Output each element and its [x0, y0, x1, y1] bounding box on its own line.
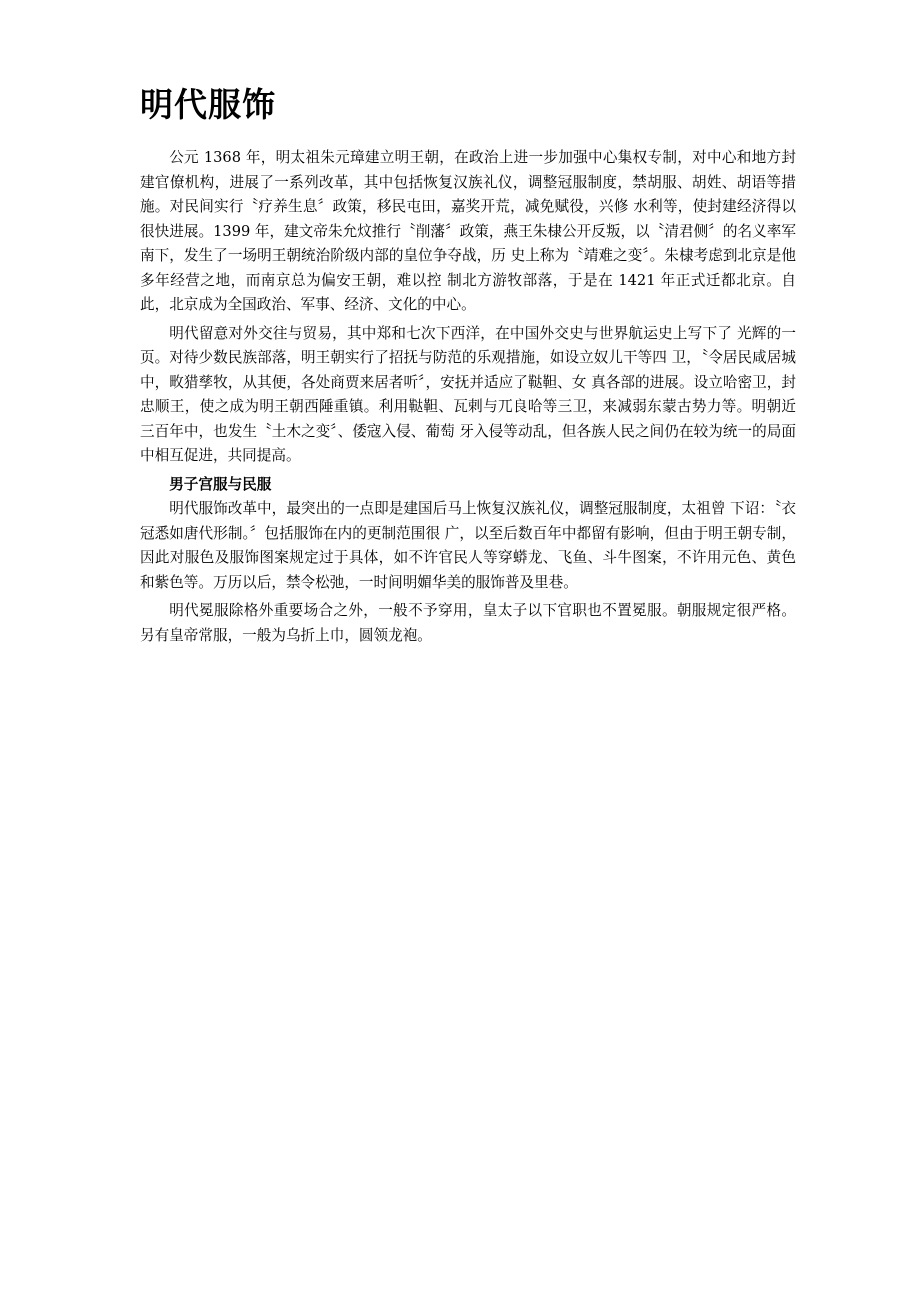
paragraph-court-dress: 明代冕服除格外重要场合之外，一般不予穿用，皇太子以下官职也不置冕服。朝服规定很严格。另有皇帝常服，一般为乌折上巾，圆领龙袍。	[140, 602, 796, 644]
paragraph-dress-reform: 明代服饰改革中，最突出的一点即是建国后马上恢复汉族礼仪，调整冠服制度，太祖曾 下诏：〝衣冠悉如唐代形制。〞包括服饰在内的更制范围很 广，以至后数百年中都留有影响，但由于明王朝专制，因此对服色及服饰图案规定过于具体，如不许官民人等穿蟒龙、飞鱼、斗牛图案，不许用元色、黄色和紫色等。万历以后，禁令松弛，一时间明媚华美的服饰普及里巷。	[140, 500, 796, 591]
paragraph-founding: 公元 1368 年，明太祖朱元璋建立明王朝，在政治上进一步加强中心集权专制，对中心和地方封建官僚机构，进展了一系列改革，其中包括恢复汉族礼仪，调整冠服制度，禁胡服、胡姓、胡语等措施。对民间实行〝疗养生息〞政策，移民屯田，嘉奖开荒，减免赋役，兴修 水利等，使封建经济得以很快进展。1399 年，建文帝朱允炆推行〝削藩〞政策，燕王朱棣公开反叛，以〝清君侧〞的名义率军南下，发生了一场明王朝统治阶级内部的皇位争夺战，历 史上称为〝靖难之变〞。朱棣考虑到北京是他多年经营之地，而南京总为偏安王朝，难以控 制北方游牧部落，于是在 1421 年正式迁都北京。自此，北京成为全国政治、军事、经济、文化的中心。	[140, 149, 796, 313]
section-heading: 男子宫服与民服	[169, 475, 272, 493]
paragraph-foreign-relations: 明代留意对外交往与贸易，其中郑和七次下西洋，在中国外交史与世界航运史上写下了 光辉的一页。对待少数民族部落，明王朝实行了招抚与防范的乐观措施，如设立奴儿干等四 卫，〝令居民咸居城中，畋猎孳牧，从其便，各处商贾来居者听〞，安抚并适应了鞑靼、女 真各部的进展。设立哈密卫，封忠顺王，使之成为明王朝西陲重镇。利用鞑靼、瓦剌与兀良哈等三卫，来减弱东蒙古势力等。明朝近三百年中，也发生〝土木之变〞、倭寇入侵、葡萄 牙入侵等动乱，但各族人民之间仍在较为统一的局面中相互促进，共同提高。	[140, 324, 796, 464]
document-body	[140, 84, 796, 652]
document-title: 明代服饰	[140, 85, 276, 124]
